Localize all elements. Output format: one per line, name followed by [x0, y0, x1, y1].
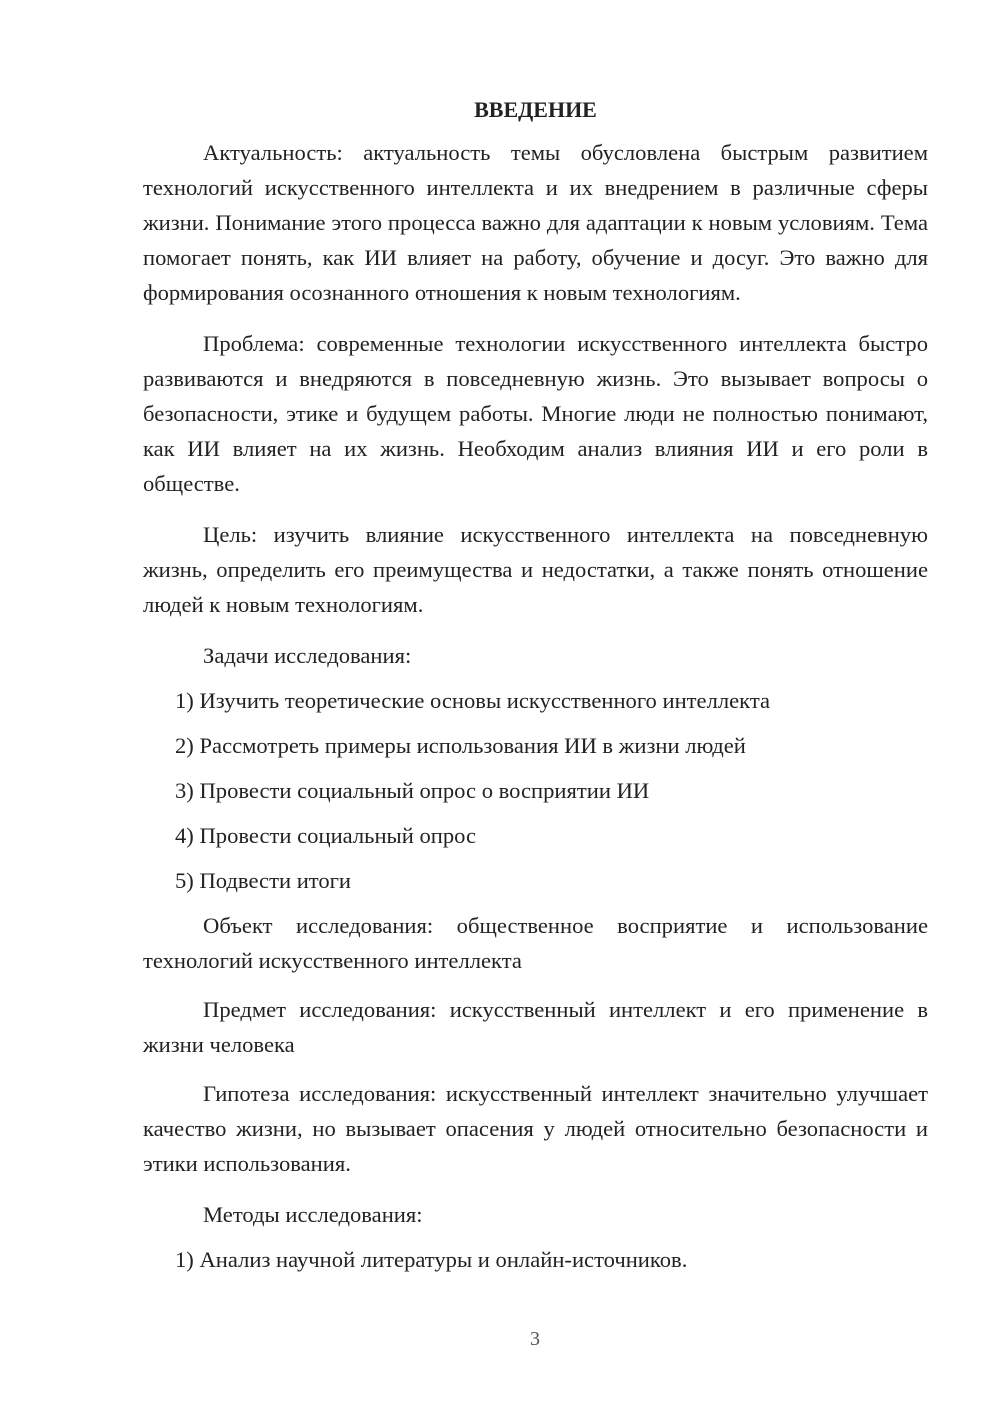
tasks-heading: Задачи исследования:	[203, 643, 412, 668]
task-item: 1) Изучить теоретические основы искусственного интеллекта	[175, 688, 771, 713]
tasks-list	[143, 683, 928, 898]
methods-heading: Методы исследования:	[203, 1202, 423, 1227]
page-content	[143, 92, 928, 1277]
task-item: 3) Провести социальный опрос о восприятии ИИ	[175, 778, 650, 803]
page-title: ВВЕДЕНИЕ	[474, 97, 597, 122]
task-item: 2) Рассмотреть примеры использования ИИ в жизни людей	[175, 733, 746, 758]
relevance-paragraph: Актуальность: актуальность темы обусловлена быстрым развитием технологий искусственного интеллекта и их внедрением в различные сферы жизни. Понимание этого процесса важно для адаптации к новым условиям. Тема помогает понять, как ИИ влияет на работу, обучение и досуг. Это важно для формирования осознанного отношения к новым технологиям.	[143, 140, 928, 305]
problem-paragraph: Проблема: современные технологии искусственного интеллекта быстро развиваются и внедряются в повседневную жизнь. Это вызывает вопросы о безопасности, этике и будущем работы. Многие люди не полностью понимают, как ИИ влияет на их жизнь. Необходим анализ влияния ИИ и его роли в обществе.	[143, 331, 928, 496]
hypothesis-paragraph: Гипотеза исследования: искусственный интеллект значительно улучшает качество жизни, но вызывает опасения у людей относительно безопасности и этики использования.	[143, 1081, 928, 1176]
methods-list	[143, 1242, 928, 1277]
object-paragraph: Объект исследования: общественное восприятие и использование технологий искусственного интеллекта	[143, 913, 928, 973]
task-item: 5) Подвести итоги	[175, 868, 352, 893]
goal-paragraph: Цель: изучить влияние искусственного интеллекта на повседневную жизнь, определить его преимущества и недостатки, а также понять отношение людей к новым технологиям.	[143, 522, 928, 617]
method-item: 1) Анализ научной литературы и онлайн-источников.	[175, 1247, 688, 1272]
page-number: 3	[530, 1328, 540, 1350]
subject-paragraph: Предмет исследования: искусственный интеллект и его применение в жизни человека	[143, 997, 928, 1057]
task-item: 4) Провести социальный опрос	[175, 823, 477, 848]
